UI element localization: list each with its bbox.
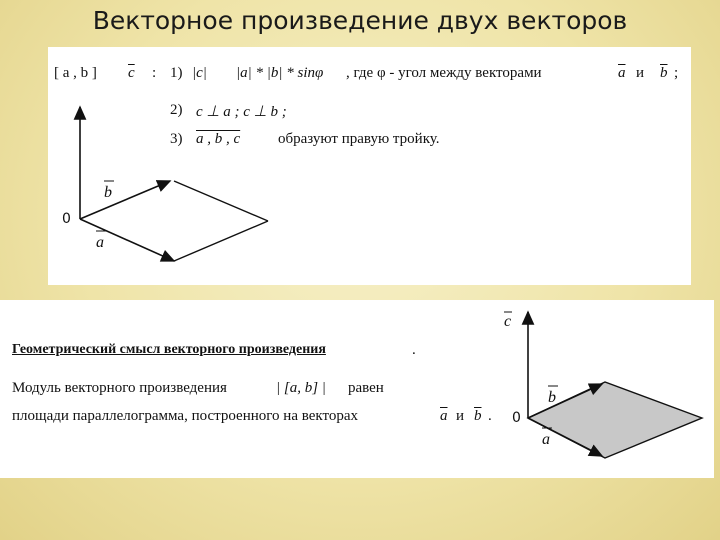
- condition-1-vector-a: $\overline{a}$: [618, 65, 626, 81]
- condition-1-text: , где φ - угол между векторами: [346, 65, 542, 81]
- condition-2-text: c ⊥ a ; c ⊥ b ;: [196, 104, 287, 120]
- modulus-formula: | [a, b] |: [276, 380, 326, 396]
- condition-1-vector-b: $\overline{b}$: [660, 65, 668, 81]
- geometric-meaning-panel: [0, 300, 714, 478]
- parallelogram-edge: [174, 221, 268, 261]
- vector-b-arrow: [80, 181, 170, 219]
- result-vector-c: $\overline{c}$: [128, 65, 135, 81]
- geometric-meaning-heading: Геометрический смысл векторного произведения: [12, 342, 326, 357]
- condition-1-modulus-c: |c|: [192, 65, 207, 81]
- condition-3-number: 3): [170, 131, 183, 147]
- condition-1-number: 1): [170, 65, 183, 81]
- heading-dot: .: [412, 342, 416, 358]
- condition-3-vectors: a , b , c: [196, 131, 241, 147]
- origin-label: 0: [62, 211, 71, 227]
- vector-a-label: a: [542, 431, 550, 448]
- colon: :: [152, 65, 157, 81]
- definition-panel: [48, 47, 691, 285]
- area-and: и: [456, 408, 465, 424]
- vector-a-label: a: [96, 234, 104, 251]
- vector-c-label: c: [504, 313, 512, 330]
- area-vector-a: $\overline{a}$: [440, 408, 448, 424]
- parallelogram-diagram-bottom: [0, 300, 714, 478]
- area-vector-b: $\overline{b}$: [474, 408, 482, 424]
- vector-a-arrow: [80, 219, 174, 261]
- origin-label: 0: [512, 410, 521, 426]
- vector-b-label: b: [104, 184, 112, 201]
- condition-1-and: и: [636, 65, 645, 81]
- parallelogram-diagram-top: [48, 47, 691, 285]
- slide-title: Векторное произведение двух векторов: [92, 6, 628, 35]
- modulus-text: Модуль векторного произведения: [12, 380, 227, 396]
- vector-b-label: b: [548, 389, 556, 406]
- condition-1-product: |a| * |b| * sinφ: [236, 65, 324, 81]
- condition-3-text: образуют правую тройку.: [278, 131, 440, 147]
- cross-product-notation: [ a , b ]: [54, 65, 97, 81]
- parallelogram-edge: [174, 181, 268, 221]
- area-text: площади параллелограмма, построенного на векторах: [12, 408, 358, 424]
- area-end: .: [488, 408, 492, 424]
- condition-2-number: 2): [170, 102, 183, 118]
- equals-word: равен: [348, 380, 384, 396]
- condition-1-end: ;: [674, 65, 679, 81]
